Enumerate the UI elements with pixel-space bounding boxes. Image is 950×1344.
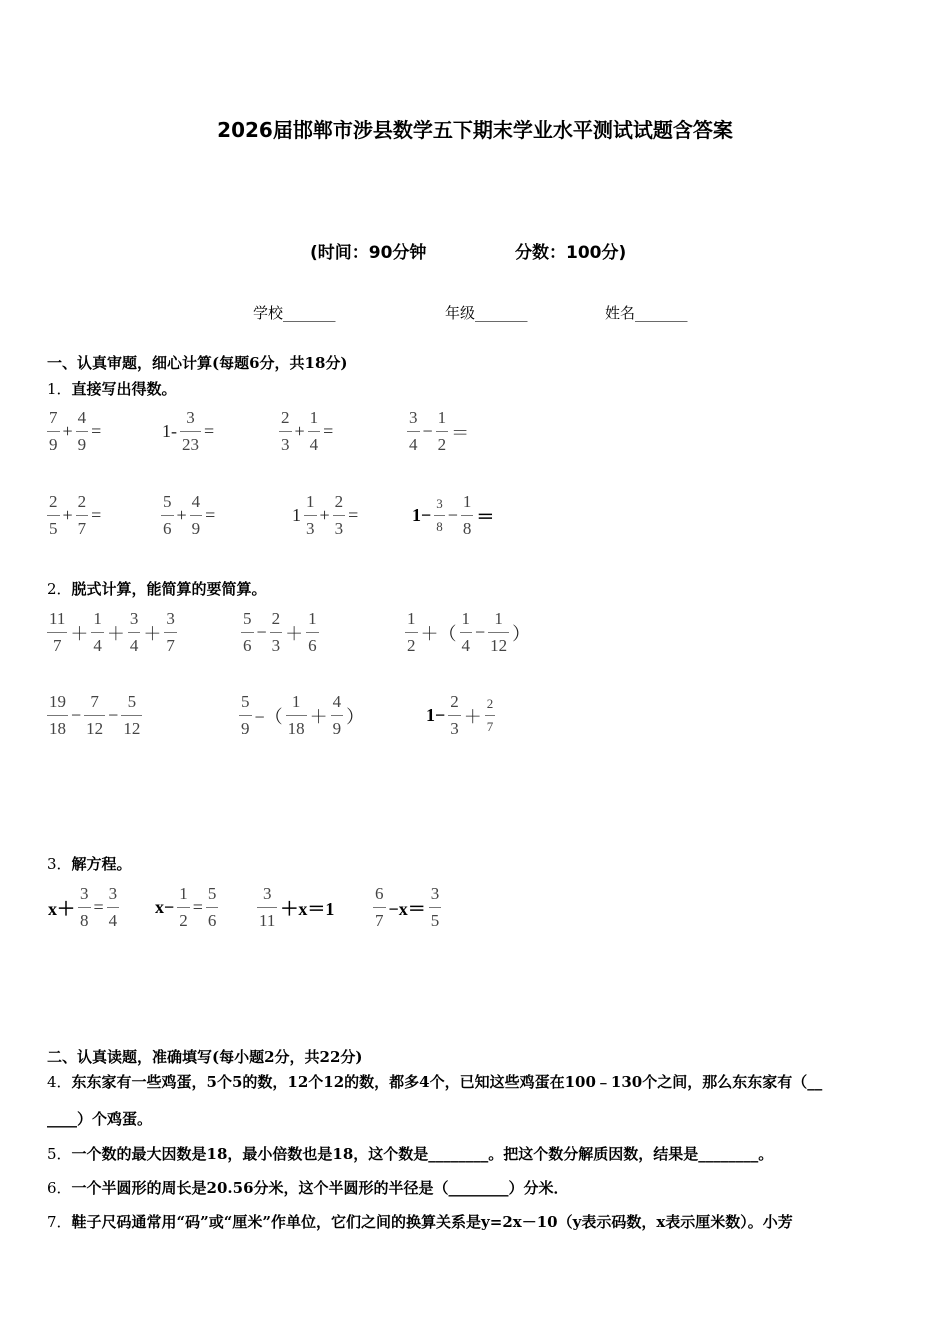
fraction bbox=[47, 609, 67, 656]
math-operator: − bbox=[475, 622, 486, 642]
numerator: 1 bbox=[308, 609, 317, 628]
denominator: 12 bbox=[84, 715, 105, 739]
math-operator: ＋ bbox=[463, 706, 482, 727]
grade-field[interactable]: 年级_______ bbox=[445, 304, 528, 322]
question-text: 鞋子尺码通常用“码”或“厘米”作单位，它们之间的换算关系是y=2x－10（y表示码数，x表示厘米数）。小芳 bbox=[71, 1213, 793, 1231]
equation-1 bbox=[46, 884, 120, 931]
math-operator: x− bbox=[155, 897, 175, 917]
calc-2c bbox=[290, 492, 360, 539]
fraction bbox=[76, 408, 89, 455]
denominator: 9 bbox=[190, 515, 203, 539]
fraction bbox=[279, 408, 292, 455]
question-text: 直接写出得数。 bbox=[71, 380, 177, 398]
equation-4 bbox=[372, 884, 442, 931]
math-operator: = bbox=[323, 421, 334, 441]
denominator: 2 bbox=[177, 907, 190, 931]
fraction bbox=[331, 692, 344, 739]
math-operator: 1 bbox=[292, 505, 301, 525]
simplify-1c bbox=[404, 609, 532, 656]
page-title: 2026届邯郸市涉县数学五下期末学业水平测试试题含答案 bbox=[217, 118, 733, 142]
math-operator: + bbox=[176, 505, 187, 525]
fraction bbox=[76, 492, 89, 539]
denominator: 4 bbox=[308, 431, 321, 455]
fraction bbox=[128, 609, 141, 656]
fraction bbox=[121, 692, 142, 739]
numerator: 3 bbox=[430, 884, 440, 903]
denominator: 4 bbox=[91, 632, 104, 656]
fraction bbox=[308, 408, 321, 455]
fraction bbox=[373, 884, 386, 931]
denominator: 3 bbox=[333, 515, 346, 539]
fraction bbox=[429, 884, 442, 931]
numerator: 1 bbox=[179, 884, 188, 903]
numerator: 3 bbox=[436, 496, 443, 511]
calc-2d bbox=[410, 492, 496, 539]
numerator: 3 bbox=[80, 884, 89, 903]
question-4-continued: ____）个鸡蛋。 bbox=[47, 1110, 153, 1128]
math-operator: + bbox=[62, 421, 73, 441]
fraction bbox=[91, 609, 104, 656]
denominator: 12 bbox=[121, 715, 142, 739]
math-operator: − bbox=[108, 705, 119, 725]
denominator: 2 bbox=[436, 431, 449, 455]
math-operator: + bbox=[62, 505, 73, 525]
numerator: 1 bbox=[461, 609, 470, 628]
question-5 bbox=[47, 1143, 773, 1164]
question-3 bbox=[47, 853, 132, 874]
numerator: 1 bbox=[291, 692, 301, 711]
fraction bbox=[78, 884, 91, 931]
equation-3 bbox=[256, 884, 336, 931]
fraction bbox=[407, 408, 420, 455]
denominator: 7 bbox=[164, 632, 177, 656]
math-operator: − bbox=[256, 622, 267, 642]
numerator: 19 bbox=[49, 692, 66, 711]
calc-2a bbox=[46, 492, 103, 539]
math-operator: = bbox=[205, 505, 216, 525]
math-operator: = bbox=[91, 421, 102, 441]
denominator: 3 bbox=[448, 715, 461, 739]
numerator: 2 bbox=[486, 696, 494, 711]
exam-time: (时间：90分钟 bbox=[310, 243, 427, 263]
denominator: 6 bbox=[306, 632, 319, 656]
fraction bbox=[270, 609, 283, 656]
numerator: 3 bbox=[129, 609, 139, 628]
numerator: 2 bbox=[281, 408, 290, 427]
numerator: 1 bbox=[309, 408, 319, 427]
simplify-2a bbox=[46, 692, 143, 739]
numerator: 3 bbox=[262, 884, 272, 903]
denominator: 7 bbox=[373, 907, 386, 931]
numerator: 3 bbox=[108, 884, 118, 903]
calc-1c bbox=[278, 408, 335, 455]
denominator: 9 bbox=[331, 715, 344, 739]
numerator: 2 bbox=[450, 692, 459, 711]
numerator: 4 bbox=[332, 692, 342, 711]
numerator: 2 bbox=[49, 492, 58, 511]
math-operator: − bbox=[71, 705, 82, 725]
fraction bbox=[47, 492, 60, 539]
denominator: 4 bbox=[128, 632, 141, 656]
fraction bbox=[190, 492, 203, 539]
math-operator: − bbox=[422, 421, 433, 441]
numerator: 1 bbox=[437, 408, 447, 427]
numerator: 7 bbox=[90, 692, 99, 711]
question-number: 1． bbox=[47, 380, 72, 398]
simplify-1b bbox=[240, 609, 320, 656]
numerator: 1 bbox=[306, 492, 315, 511]
math-operator: −（ bbox=[254, 706, 283, 727]
question-number: 5． bbox=[47, 1145, 72, 1163]
numerator: 5 bbox=[241, 692, 250, 711]
numerator: 5 bbox=[163, 492, 172, 511]
math-operator: = bbox=[91, 505, 102, 525]
fraction bbox=[177, 884, 190, 931]
section-2-heading: 二、认真读题，准确填写(每小题2分，共22分) bbox=[47, 1048, 363, 1066]
fraction bbox=[161, 492, 174, 539]
fraction bbox=[84, 692, 105, 739]
fraction bbox=[436, 408, 449, 455]
denominator: 4 bbox=[460, 632, 473, 656]
denominator: 3 bbox=[279, 431, 292, 455]
denominator: 7 bbox=[76, 515, 89, 539]
fraction bbox=[405, 609, 418, 656]
fraction bbox=[180, 408, 201, 455]
question-number: 3． bbox=[47, 855, 72, 873]
math-operator: 1− bbox=[412, 505, 432, 525]
numerator: 4 bbox=[77, 408, 87, 427]
question-4 bbox=[47, 1071, 822, 1092]
question-number: 4． bbox=[47, 1073, 72, 1091]
math-operator: = bbox=[93, 897, 104, 917]
math-operator: ＋ bbox=[106, 623, 125, 644]
denominator: 18 bbox=[286, 715, 307, 739]
fraction bbox=[241, 609, 254, 656]
numerator: 4 bbox=[191, 492, 201, 511]
calc-2b bbox=[160, 492, 217, 539]
denominator: 3 bbox=[270, 632, 283, 656]
denominator: 9 bbox=[239, 715, 252, 739]
numerator: 11 bbox=[49, 609, 66, 628]
fraction bbox=[286, 692, 307, 739]
fraction bbox=[333, 492, 346, 539]
math-operator: x＋ bbox=[48, 898, 75, 919]
denominator: 4 bbox=[407, 431, 420, 455]
calc-1b bbox=[160, 408, 216, 455]
math-operator: ＝ bbox=[451, 422, 470, 443]
math-operator: ） bbox=[512, 623, 531, 644]
exam-score: 分数：100分) bbox=[515, 243, 627, 263]
section-1-heading: 一、认真审题，细心计算(每题6分，共18分) bbox=[47, 354, 348, 372]
simplify-2c bbox=[424, 692, 496, 739]
math-operator: ＝ bbox=[476, 506, 495, 527]
fraction bbox=[206, 884, 219, 931]
fraction bbox=[488, 609, 509, 656]
fraction bbox=[460, 609, 473, 656]
math-operator: = bbox=[348, 505, 359, 525]
simplify-2b bbox=[238, 692, 366, 739]
numerator: 1 bbox=[407, 609, 416, 628]
question-text: 一个半圆形的周长是20.56分米，这个半圆形的半径是（________）分米． bbox=[71, 1179, 569, 1197]
math-operator: ） bbox=[346, 706, 365, 727]
numerator: 6 bbox=[375, 884, 384, 903]
numerator: 1 bbox=[494, 609, 503, 628]
name-field[interactable]: 姓名_______ bbox=[605, 304, 688, 322]
question-text: 脱式计算，能简算的要简算。 bbox=[71, 580, 267, 598]
calc-1d bbox=[406, 408, 471, 455]
fraction bbox=[448, 692, 461, 739]
denominator: 5 bbox=[429, 907, 442, 931]
numerator: 7 bbox=[49, 408, 58, 427]
numerator: 3 bbox=[166, 609, 175, 628]
question-1 bbox=[47, 378, 177, 399]
math-operator: + bbox=[319, 505, 330, 525]
numerator: 5 bbox=[207, 884, 217, 903]
denominator: 7 bbox=[47, 632, 67, 656]
question-text: 东东家有一些鸡蛋，5个5的数，12个12的数，都多4个，已知这些鸡蛋在100﹣130个之间，那么东东家有（__ bbox=[71, 1073, 823, 1091]
math-operator: ＋ bbox=[143, 623, 162, 644]
numerator: 3 bbox=[409, 408, 418, 427]
math-operator: ＋（ bbox=[420, 623, 457, 644]
fraction bbox=[306, 609, 319, 656]
math-operator: ＋x＝1 bbox=[280, 898, 335, 919]
numerator: 2 bbox=[77, 492, 87, 511]
math-operator: + bbox=[294, 421, 305, 441]
math-operator: = bbox=[192, 897, 203, 917]
equation-2 bbox=[153, 884, 219, 931]
math-operator: ＋ bbox=[70, 623, 89, 644]
fraction bbox=[107, 884, 120, 931]
denominator: 4 bbox=[107, 907, 120, 931]
denominator: 23 bbox=[180, 431, 201, 455]
denominator: 18 bbox=[47, 715, 68, 739]
math-operator: − bbox=[447, 505, 458, 525]
denominator: 8 bbox=[78, 907, 91, 931]
question-text: 一个数的最大因数是18，最小倍数也是18，这个数是________。把这个数分解质因数，结果是________。 bbox=[71, 1145, 774, 1163]
question-text: 解方程。 bbox=[71, 855, 132, 873]
question-number: 6． bbox=[47, 1179, 72, 1197]
denominator: 8 bbox=[434, 515, 445, 535]
simplify-1a bbox=[46, 609, 178, 656]
fraction bbox=[164, 609, 177, 656]
numerator: 1 bbox=[93, 609, 102, 628]
numerator: 5 bbox=[243, 609, 252, 628]
question-6 bbox=[47, 1177, 569, 1198]
question-7 bbox=[47, 1211, 793, 1232]
school-field[interactable]: 学校_______ bbox=[253, 304, 336, 322]
numerator: 3 bbox=[186, 408, 195, 427]
fraction bbox=[47, 408, 60, 455]
denominator: 6 bbox=[206, 907, 219, 931]
denominator: 11 bbox=[257, 907, 277, 931]
fraction bbox=[304, 492, 317, 539]
numerator: 2 bbox=[334, 492, 344, 511]
math-operator: −x＝ bbox=[388, 898, 426, 919]
question-number: 2． bbox=[47, 580, 72, 598]
denominator: 7 bbox=[485, 715, 496, 735]
math-operator: ＋ bbox=[285, 623, 304, 644]
question-number: 7． bbox=[47, 1213, 72, 1231]
denominator: 6 bbox=[161, 515, 174, 539]
fraction bbox=[485, 696, 496, 735]
question-2 bbox=[47, 578, 267, 599]
denominator: 12 bbox=[488, 632, 509, 656]
fraction bbox=[257, 884, 277, 931]
fraction bbox=[461, 492, 474, 539]
numerator: 1 bbox=[462, 492, 472, 511]
math-operator: = bbox=[204, 421, 215, 441]
numerator: 2 bbox=[271, 609, 281, 628]
numerator: 5 bbox=[127, 692, 137, 711]
fraction bbox=[434, 496, 445, 535]
denominator: 6 bbox=[241, 632, 254, 656]
math-operator: 1− bbox=[426, 705, 446, 725]
denominator: 8 bbox=[461, 515, 474, 539]
denominator: 3 bbox=[304, 515, 317, 539]
math-operator: 1- bbox=[162, 421, 177, 441]
denominator: 2 bbox=[405, 632, 418, 656]
fraction bbox=[239, 692, 252, 739]
denominator: 5 bbox=[47, 515, 60, 539]
math-operator: ＋ bbox=[309, 706, 328, 727]
fraction bbox=[47, 692, 68, 739]
denominator: 9 bbox=[76, 431, 89, 455]
denominator: 9 bbox=[47, 431, 60, 455]
calc-1a bbox=[46, 408, 103, 455]
